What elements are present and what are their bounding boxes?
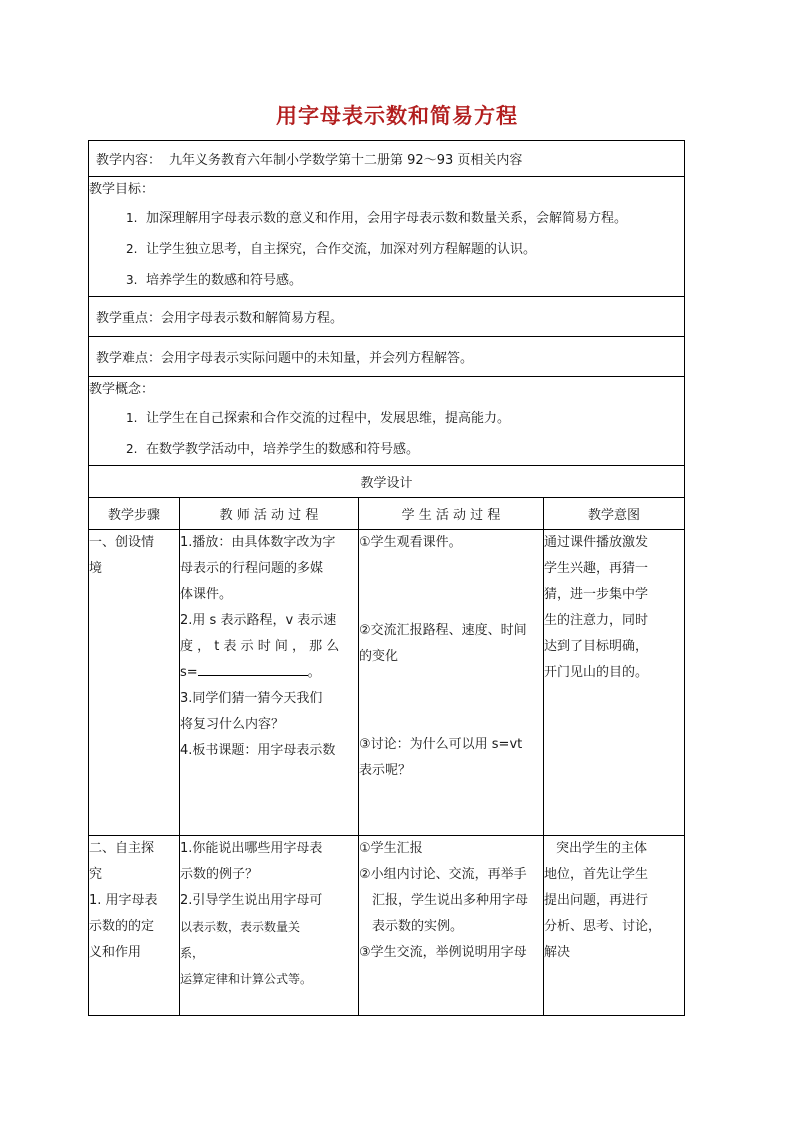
content-value: 九年义务教育六年制小学数学第十二册第 92～93 页相关内容 — [169, 153, 523, 168]
step-cell: 一、创设情 境 — [89, 530, 180, 836]
concept-label: 教学概念： — [89, 382, 155, 397]
key-point-row — [89, 297, 685, 337]
objective-item: 3. 培养学生的数感和符号感。 — [126, 273, 303, 288]
difficulty-text: 教学难点：会用字母表示实际问题中的未知量，并会列方程解答。 — [89, 337, 685, 377]
column-header-intent: 教学意图 — [544, 498, 685, 530]
column-header-student: 学 生 活 动 过 程 — [359, 498, 544, 530]
intent-cell: 突出学生的主体 地位，首先让学生 提出问题，再进行 分析、思考、讨论， 解决 — [544, 836, 685, 1016]
column-header-row — [89, 498, 685, 530]
table-row — [89, 530, 685, 836]
content-row — [89, 141, 685, 177]
teacher-cell: 1.播放：由具体数字改为字 母表示的行程问题的多媒 体课件。 2.用 s 表示路程，v 表示速 度 ， t 表 示 时 间 ， 那 么 s= 。 3.同学们猜一猜今天我们 将复习什么内容？ 4.板书课题：用字母表示数 — [180, 530, 359, 836]
intent-cell: 通过课件播放激发 学生兴趣，再猜一 猜，进一步集中学 生的注意力，同时 达到了目标明确， 开门见山的目的。 — [544, 530, 685, 836]
concept-item: 2. 在数学教学活动中，培养学生的数感和符号感。 — [126, 442, 420, 457]
teacher-cell: 1.你能说出哪些用字母表 示数的例子？ 2.引导学生说出用字母可 以表示数，表示数量关 系， 运算定律和计算公式等。 — [180, 836, 359, 1016]
table-row — [89, 836, 685, 1016]
objectives-label: 教学目标： — [89, 182, 155, 197]
objective-item: 2. 让学生独立思考，自主探究，合作交流，加深对列方程解题的认识。 — [126, 242, 537, 257]
design-header-row — [89, 466, 685, 498]
concept-row — [89, 377, 685, 466]
content-label: 教学内容： — [96, 153, 162, 168]
lesson-plan-table — [88, 140, 685, 1016]
student-cell: ①学生观看课件。 ②交流汇报路程、速度、时间 的变化 ③讨论：为什么可以用 s=vt 表示呢？ — [359, 530, 544, 836]
design-header: 教学设计 — [89, 466, 685, 498]
column-header-step: 教学步骤 — [89, 498, 180, 530]
objective-item: 1. 加深理解用字母表示数的意义和作用，会用字母表示数和数量关系，会解简易方程。 — [126, 211, 628, 226]
concept-item: 1. 让学生在自己探索和合作交流的过程中，发展思维，提高能力。 — [126, 411, 511, 426]
objectives-row — [89, 177, 685, 297]
page-title: 用字母表示数和简易方程 — [276, 103, 518, 128]
key-point-text: 教学重点：会用字母表示数和解简易方程。 — [89, 297, 685, 337]
difficulty-row — [89, 337, 685, 377]
student-cell: ①学生汇报 ②小组内讨论、交流，再举手 汇报，学生说出多种用字母 表示数的实例。 ③学生交流，举例说明用字母 — [359, 836, 544, 1016]
column-header-teacher: 教 师 活 动 过 程 — [180, 498, 359, 530]
step-cell: 二、自主探 究 1. 用字母表 示数的的定 义和作用 — [89, 836, 180, 1016]
answer-blank — [198, 661, 308, 676]
